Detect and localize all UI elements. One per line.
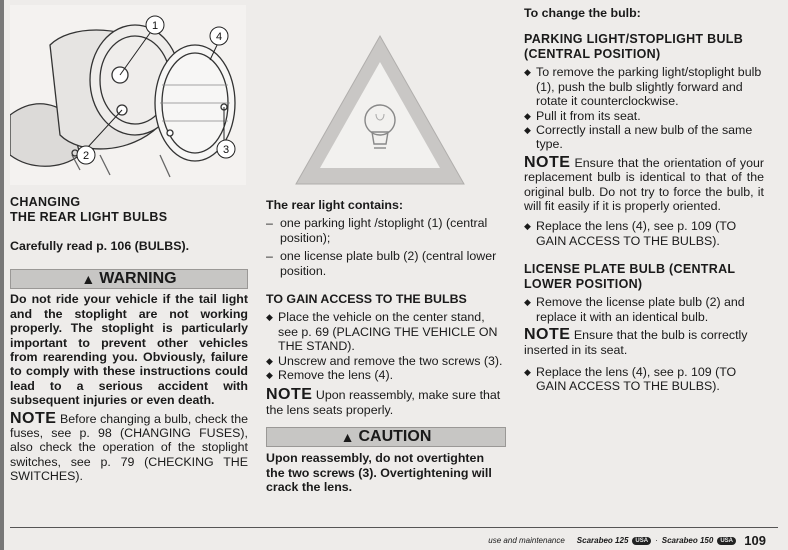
reassembly-note xyxy=(266,388,506,417)
note-keyword: NOTE xyxy=(10,409,57,427)
license-plate-heading: LICENSE PLATE BULB (CENTRAL LOWER POSITION) xyxy=(524,262,736,292)
replace-lens-step-2 xyxy=(524,365,764,394)
warning-text: Do not ride your vehicle if the tail light and the stoplight are not working properly. The stoplight is particularly important to prevent other vehicles from rearending you. Obviously, failure to comply with these instructions could lead to a serious accident with subsequent injuries or even death. xyxy=(10,292,248,408)
usa-badge-2: USA xyxy=(717,537,736,545)
footer-model-1: Scarabeo 125 xyxy=(576,536,629,545)
bulb-warning-triangle xyxy=(290,30,470,190)
list-item: ◆ Correctly install a new bulb of the same type. xyxy=(524,123,764,152)
list-item: ◆ Place the vehicle on the center stand, see p. 69 (PLACING THE VEHICLE ON THE STAND). xyxy=(266,310,506,353)
note-keyword: NOTE xyxy=(266,386,313,404)
license-steps xyxy=(524,295,764,324)
caution-text: Upon reassembly, do not overtighten the two screws (3). Overtightening will crack the lens. xyxy=(266,451,492,495)
parking-light-heading: PARKING LIGHT/STOPLIGHT BULB (CENTRAL POSITION) xyxy=(524,32,744,62)
list-item: ◆ Pull it from its seat. xyxy=(524,109,764,123)
section-title-line1: CHANGING xyxy=(10,195,81,209)
access-steps xyxy=(266,310,506,382)
middle-column xyxy=(266,198,506,495)
access-heading: TO GAIN ACCESS TO THE BULBS xyxy=(266,292,467,307)
bulb-triangle-icon xyxy=(290,30,470,190)
list-item: – one parking light /stoplight (1) (central position); xyxy=(266,216,506,245)
page-binding-edge xyxy=(0,0,4,550)
parking-steps xyxy=(524,65,764,151)
note-keyword: NOTE xyxy=(524,153,571,171)
section-title-line2: THE REAR LIGHT BULBS xyxy=(10,210,168,224)
list-item: ◆ Replace the lens (4), see p. 109 (TO GAIN ACCESS TO THE BULBS). xyxy=(524,365,764,394)
caution-triangle-icon: ▲ xyxy=(340,429,355,446)
rear-light-drawing xyxy=(10,5,246,185)
rear-light-list xyxy=(266,216,506,278)
left-column xyxy=(10,195,248,484)
callout-2-label: 2 xyxy=(82,150,90,162)
list-item: ◆ Remove the license plate bulb (2) and replace it with an identical bulb. xyxy=(524,295,764,324)
callout-4-label: 4 xyxy=(215,31,223,43)
callout-1-label: 1 xyxy=(151,20,159,32)
note-keyword: NOTE xyxy=(524,326,571,344)
replace-lens-step-1 xyxy=(524,219,764,248)
note-text: Upon reassembly, make sure that the lens seats properly. xyxy=(266,388,501,417)
rear-light-illustration xyxy=(10,5,246,185)
note-text: Before changing a bulb, check the fuses, see p. 98 (CHANGING FUSES), also check the operation of the stoplight switches, see p. 79 (CHECKING THE SWITCHES). xyxy=(10,411,248,484)
list-item: – one license plate bulb (2) (central lower position. xyxy=(266,249,506,278)
list-item: ◆ To remove the parking light/stoplight bulb (1), push the bulb slightly forward and rotate it counterclockwise. xyxy=(524,65,764,108)
caution-label: CAUTION xyxy=(358,428,432,446)
callout-3-label: 3 xyxy=(222,144,230,156)
list-item: ◆ Remove the lens (4). xyxy=(266,368,506,382)
page-number: 109 xyxy=(744,533,766,548)
note-text: Ensure that the bulb is correctly inserted in its seat. xyxy=(524,328,748,357)
footer-rule xyxy=(10,527,778,528)
fuse-note xyxy=(10,409,248,484)
caution-banner xyxy=(266,427,506,447)
right-column xyxy=(524,6,764,394)
usa-badge-1: USA xyxy=(632,537,651,545)
seat-note xyxy=(524,328,764,357)
rear-light-heading: The rear light contains: xyxy=(266,198,404,212)
footer-model-2: Scarabeo 150 xyxy=(661,536,714,545)
list-item: ◆ Replace the lens (4), see p. 109 (TO GAIN ACCESS TO THE BULBS). xyxy=(524,219,764,248)
warning-label: WARNING xyxy=(99,270,177,288)
change-bulb-heading: To change the bulb: xyxy=(524,6,641,20)
footer-label: use and maintenance xyxy=(488,536,565,545)
warning-banner xyxy=(10,269,248,289)
orientation-note xyxy=(524,153,764,214)
read-bulbs-note: Carefully read p. 106 (BULBS). xyxy=(10,239,190,253)
warning-triangle-icon: ▲ xyxy=(81,271,96,288)
list-item: ◆ Unscrew and remove the two screws (3). xyxy=(266,354,506,368)
footer-separator: · xyxy=(655,536,658,545)
note-text: Ensure that the orientation of your replacement bulb is identical to that of the original bulb. Do not try to force the bulb, it will fit easily if it is properly oriented. xyxy=(524,155,764,214)
footer-text xyxy=(488,536,736,545)
